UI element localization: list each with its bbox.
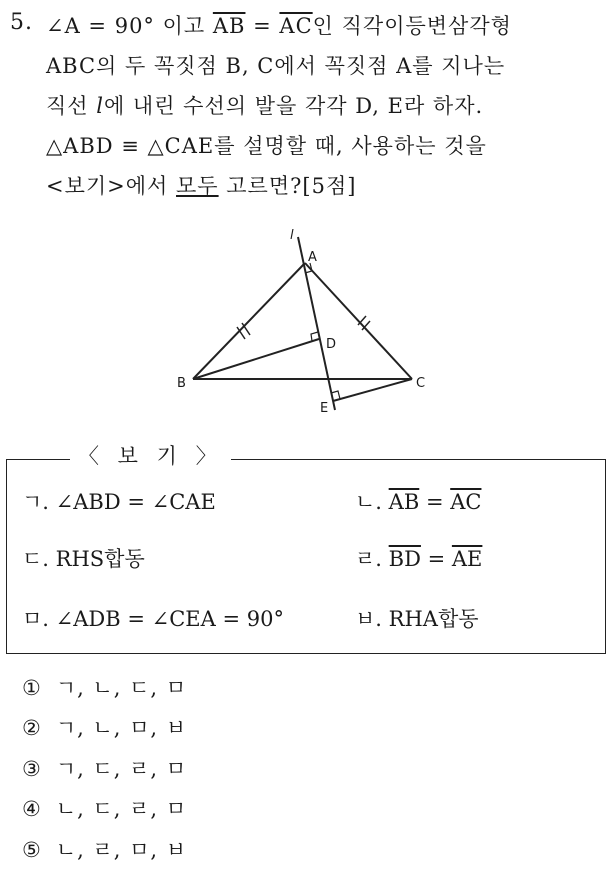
bogi-mark: ㄷ. — [22, 547, 49, 571]
label-e: E — [320, 401, 329, 416]
question-text: ∠A = 90° 이고 — [46, 14, 213, 38]
choice-text: ㄱ, ㄴ, ㅁ, ㅂ — [55, 716, 188, 740]
equals-sign: = — [245, 14, 280, 38]
bogi-mark: ㄴ. — [355, 490, 382, 514]
bogi-item-2 — [355, 486, 481, 516]
choice-5[interactable] — [22, 834, 187, 864]
choice-text: ㄱ, ㄴ, ㄷ, ㅁ — [55, 676, 188, 700]
bogi-mark: ㅂ. — [355, 607, 382, 631]
bogi-mark: ㅁ. — [22, 607, 49, 631]
choice-mark: ① — [22, 676, 42, 700]
segment-ab: $\overline{AB}$ — [388, 490, 420, 514]
equals-sign: = — [420, 547, 452, 571]
triangle-figure — [165, 215, 445, 425]
question-line-5 — [46, 170, 356, 200]
question-text: 인 직각이등변삼각형 — [312, 14, 512, 38]
question-number: 5. — [10, 10, 33, 35]
choice-4[interactable] — [22, 793, 187, 823]
question-text: <보기>에서 — [46, 174, 177, 198]
bogi-text: RHA합동 — [388, 607, 479, 631]
question-text: 에 내린 수선의 발을 각각 D, E라 하자. — [103, 94, 484, 118]
label-l: l — [290, 228, 294, 243]
question-line-1 — [46, 10, 512, 40]
choice-text: ㄴ, ㄷ, ㄹ, ㅁ — [55, 797, 188, 821]
label-c: C — [416, 376, 426, 391]
choice-1[interactable] — [22, 672, 187, 702]
bogi-item-1 — [22, 486, 216, 516]
label-b: B — [177, 376, 186, 391]
triangle-diagram — [165, 215, 445, 425]
choice-3[interactable] — [22, 753, 187, 783]
segment-ae: $\overline{AE}$ — [451, 547, 483, 571]
choice-2[interactable] — [22, 712, 187, 742]
label-d: D — [326, 337, 337, 352]
segment-ac: $\overline{AC}$ — [450, 490, 482, 514]
line-l-symbol: l — [96, 94, 104, 118]
choice-mark: ④ — [22, 797, 42, 821]
bogi-item-3 — [22, 543, 145, 573]
question-text: 직선 — [46, 94, 97, 118]
perpendicular-ce — [333, 379, 412, 401]
choice-text: ㄴ, ㄹ, ㅁ, ㅂ — [55, 838, 188, 862]
bogi-item-6 — [355, 603, 479, 633]
choice-mark: ③ — [22, 757, 42, 781]
question-line-2: ABC의 두 꼭짓점 B, C에서 꼭짓점 A를 지나는 — [46, 54, 506, 78]
segment-ab: $\overline{AB}$ — [212, 14, 246, 38]
underlined-word: 모두 — [176, 174, 219, 198]
bogi-item-4 — [355, 543, 482, 573]
equals-sign: = — [419, 490, 451, 514]
choice-text: ㄱ, ㄷ, ㄹ, ㅁ — [55, 757, 188, 781]
bogi-text: ∠ADB = ∠CEA = 90° — [55, 607, 284, 631]
label-a: A — [308, 250, 317, 265]
question-line-4: △ABD ≡ △CAE를 설명할 때, 사용하는 것을 — [46, 134, 487, 158]
bogi-item-5 — [22, 603, 284, 633]
side-ac — [305, 263, 412, 379]
choice-mark: ② — [22, 716, 42, 740]
choice-mark: ⑤ — [22, 838, 42, 862]
bogi-text: ∠ABD = ∠CAE — [55, 490, 216, 514]
bogi-text: RHS합동 — [55, 547, 145, 571]
bogi-title: 〈 보 기 〉 — [70, 440, 231, 470]
segment-bd: $\overline{BD}$ — [388, 547, 421, 571]
segment-ac: $\overline{AC}$ — [279, 14, 313, 38]
question-line-3 — [46, 90, 483, 120]
bogi-mark: ㄱ. — [22, 490, 49, 514]
question-text: 고르면?[5점] — [218, 174, 357, 198]
bogi-mark: ㄹ. — [355, 547, 382, 571]
